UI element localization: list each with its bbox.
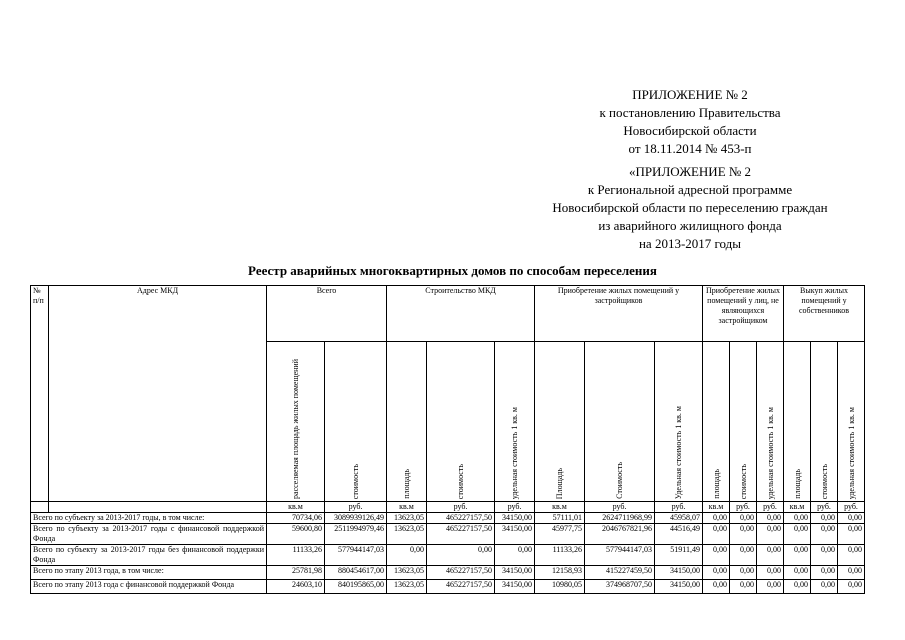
cell-value: 0,00	[757, 566, 784, 580]
cell-value: 0,00	[784, 513, 811, 524]
cell-value: 0,00	[811, 566, 838, 580]
cell-value: 0,00	[703, 524, 730, 545]
cell-value: 34150,00	[495, 524, 535, 545]
subheader-cell: Стоимость	[585, 342, 655, 502]
cell-value: 0,00	[838, 566, 865, 580]
cell-value: 34150,00	[495, 580, 535, 594]
cell-value: 0,00	[757, 545, 784, 566]
subheader-cell: стоимость	[811, 342, 838, 502]
cell-value: 880454617,00	[325, 566, 387, 580]
cell-value: 0,00	[757, 513, 784, 524]
cell-value: 2511994979,46	[325, 524, 387, 545]
unit-cell: кв.м	[387, 502, 427, 513]
unit-cell: руб.	[585, 502, 655, 513]
document-title: Реестр аварийных многоквартирных домов по способам переселения	[248, 263, 657, 278]
cell-value: 0,00	[427, 545, 495, 566]
group-developers: Приобретение жилых помещений у застройщиков	[535, 286, 703, 342]
cell-value: 13623,05	[387, 524, 427, 545]
cell-value: 577944147,03	[585, 545, 655, 566]
registry-table	[30, 285, 865, 594]
cell-value: 577944147,03	[325, 545, 387, 566]
cell-value: 0,00	[838, 513, 865, 524]
row-label: Всего по субъекту за 2013-2017 годы с финансовой поддержкой Фонда	[31, 524, 267, 545]
cell-value: 24603,10	[267, 580, 325, 594]
program-appendix-header	[480, 163, 900, 253]
header-line: ПРИЛОЖЕНИЕ № 2	[632, 87, 748, 102]
cell-value: 0,00	[784, 545, 811, 566]
cell-value: 34150,00	[655, 566, 703, 580]
group-non-developers: Приобретение жилых помещений у лиц, не являющихся застройщиком	[703, 286, 784, 342]
row-label: Всего по этапу 2013 года с финансовой поддержкой Фонда	[31, 580, 267, 594]
unit-cell: кв.м	[267, 502, 325, 513]
cell-value: 12158,93	[535, 566, 585, 580]
cell-value: 0,00	[730, 580, 757, 594]
cell-value: 25781,98	[267, 566, 325, 580]
cell-value: 465227157,50	[427, 524, 495, 545]
col-number-header: № п/п	[31, 286, 49, 502]
subheader-cell: стоимость	[730, 342, 757, 502]
cell-value: 0,00	[811, 513, 838, 524]
cell-value: 465227157,50	[427, 513, 495, 524]
cell-value: 465227157,50	[427, 580, 495, 594]
cell-value: 57111,01	[535, 513, 585, 524]
cell-value: 13623,05	[387, 580, 427, 594]
header-line: на 2013-2017 годы	[638, 236, 742, 251]
cell-value: 0,00	[495, 545, 535, 566]
unit-cell: руб.	[655, 502, 703, 513]
subheader-cell: площадь	[387, 342, 427, 502]
unit-cell: руб.	[757, 502, 784, 513]
header-line: к постановлению Правительства	[599, 105, 781, 120]
cell-value: 374968707,50	[585, 580, 655, 594]
cell-value: 0,00	[703, 580, 730, 594]
unit-cell: руб.	[838, 502, 865, 513]
header-line: Новосибирской области по переселению граждан	[552, 200, 828, 215]
cell-value: 10980,05	[535, 580, 585, 594]
group-total: Всего	[267, 286, 387, 342]
header-line: от 18.11.2014 № 453-п	[628, 141, 752, 156]
cell-value: 0,00	[703, 545, 730, 566]
table-row	[31, 513, 865, 524]
cell-value: 0,00	[757, 524, 784, 545]
cell-value: 0,00	[838, 524, 865, 545]
cell-value: 0,00	[811, 545, 838, 566]
unit-cell	[31, 502, 49, 513]
cell-value: 13623,05	[387, 513, 427, 524]
cell-value: 840195865,00	[325, 580, 387, 594]
unit-cell: кв.м	[703, 502, 730, 513]
unit-cell	[49, 502, 267, 513]
subheader-cell: площадь	[703, 342, 730, 502]
table-row	[31, 580, 865, 594]
unit-cell: руб.	[730, 502, 757, 513]
subheader-cell: расселяемая площадь жилых помещений	[267, 342, 325, 502]
subheader-cell: площадь	[784, 342, 811, 502]
cell-value: 0,00	[784, 580, 811, 594]
table-row	[31, 545, 865, 566]
cell-value: 0,00	[730, 513, 757, 524]
subheader-cell: удельная стоимость 1 кв. м	[495, 342, 535, 502]
cell-value: 465227157,50	[427, 566, 495, 580]
table-row	[31, 524, 865, 545]
row-label: Всего по этапу 2013 года, в том числе:	[31, 566, 267, 580]
cell-value: 0,00	[838, 580, 865, 594]
cell-value: 0,00	[838, 545, 865, 566]
row-label: Всего по субъекту за 2013-2017 годы без финансовой поддержки Фонда	[31, 545, 267, 566]
unit-cell: руб.	[325, 502, 387, 513]
cell-value: 0,00	[703, 513, 730, 524]
table-row	[31, 566, 865, 580]
cell-value: 0,00	[757, 580, 784, 594]
subheader-cell: стоимость	[427, 342, 495, 502]
header-line: из аварийного жилищного фонда	[598, 218, 782, 233]
cell-value: 34150,00	[495, 566, 535, 580]
cell-value: 3089939126,49	[325, 513, 387, 524]
cell-value: 59600,80	[267, 524, 325, 545]
subheader-cell: удельная стоимость 1 кв. м	[757, 342, 784, 502]
subheader-cell: Площадь	[535, 342, 585, 502]
cell-value: 70734,06	[267, 513, 325, 524]
cell-value: 11133,26	[535, 545, 585, 566]
col-address-header: Адрес МКД	[49, 286, 267, 502]
cell-value: 0,00	[784, 524, 811, 545]
unit-cell: руб.	[495, 502, 535, 513]
header-line: «ПРИЛОЖЕНИЕ № 2	[628, 164, 752, 179]
cell-value: 415227459,50	[585, 566, 655, 580]
cell-value: 0,00	[811, 524, 838, 545]
group-header-row	[31, 286, 865, 342]
cell-value: 0,00	[730, 545, 757, 566]
subheader-cell: Удельная стоимость 1 кв. м	[655, 342, 703, 502]
unit-cell: кв.м	[535, 502, 585, 513]
cell-value: 11133,26	[267, 545, 325, 566]
cell-value: 45977,75	[535, 524, 585, 545]
cell-value: 45958,07	[655, 513, 703, 524]
cell-value: 44516,49	[655, 524, 703, 545]
cell-value: 0,00	[730, 566, 757, 580]
cell-value: 34150,00	[495, 513, 535, 524]
unit-cell: кв.м	[784, 502, 811, 513]
cell-value: 2624711968,99	[585, 513, 655, 524]
appendix-header	[480, 86, 900, 158]
header-line: к Региональной адресной программе	[587, 182, 793, 197]
cell-value: 0,00	[730, 524, 757, 545]
row-label: Всего по субъекту за 2013-2017 годы, в том числе:	[31, 513, 267, 524]
subheader-cell: стоимость	[325, 342, 387, 502]
cell-value: 2046767821,96	[585, 524, 655, 545]
cell-value: 0,00	[811, 580, 838, 594]
cell-value: 0,00	[703, 566, 730, 580]
units-row	[31, 502, 865, 513]
cell-value: 0,00	[784, 566, 811, 580]
header-line: Новосибирской области	[623, 123, 757, 138]
cell-value: 0,00	[387, 545, 427, 566]
group-construction: Строительство МКД	[387, 286, 535, 342]
unit-cell: руб.	[427, 502, 495, 513]
cell-value: 13623,05	[387, 566, 427, 580]
subheader-cell: удельная стоимость 1 кв. м	[838, 342, 865, 502]
cell-value: 51911,49	[655, 545, 703, 566]
unit-cell: руб.	[811, 502, 838, 513]
cell-value: 34150,00	[655, 580, 703, 594]
group-buyout: Выкуп жилых помещений у собственников	[784, 286, 865, 342]
